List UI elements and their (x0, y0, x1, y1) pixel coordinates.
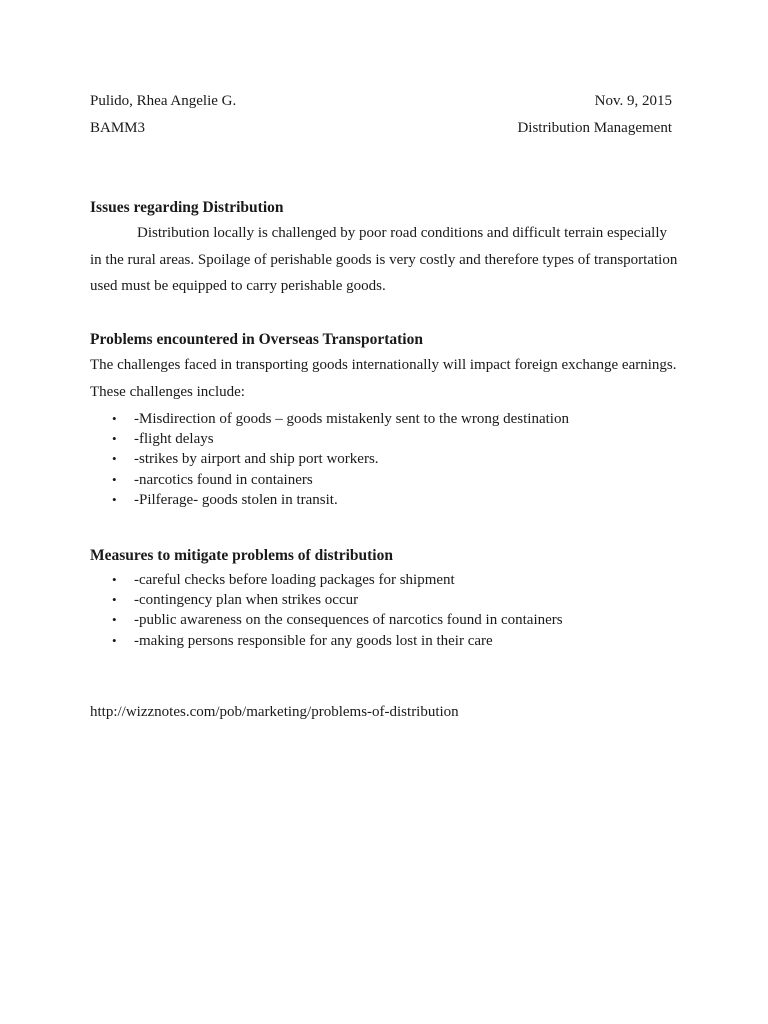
bullet-icon: • (112, 451, 117, 467)
section-heading: Problems encountered in Overseas Transportation (90, 331, 423, 348)
bullet-list (90, 409, 680, 510)
section-distribution-issues (90, 198, 680, 300)
list-item (90, 470, 680, 490)
source-url[interactable]: http://wizznotes.com/pob/marketing/problems-of-distribution (90, 704, 459, 720)
list-item-text: -narcotics found in containers (134, 471, 313, 488)
bullet-icon: • (112, 572, 117, 587)
list-item-text: -careful checks before loading packages for shipment (134, 572, 455, 588)
bullet-icon: • (112, 592, 117, 608)
bullet-list (90, 570, 680, 651)
section-paragraph: The challenges faced in transporting goods internationally will impact foreign exchange earnings. These challenges include: (90, 357, 677, 400)
header-row-1 (90, 91, 672, 111)
document-date: Nov. 9, 2015 (594, 93, 672, 109)
header-row-2 (90, 118, 672, 138)
section-mitigation-measures (90, 546, 680, 651)
course-code: BAMM3 (90, 120, 146, 136)
list-item-text: -making persons responsible for any goods lost in their care (134, 632, 493, 649)
list-item-text: -contingency plan when strikes occur (134, 592, 359, 609)
list-item (90, 429, 680, 449)
list-item-text: -Misdirection of goods – goods mistakenly sent to the wrong destination (134, 411, 569, 427)
list-item (90, 610, 680, 630)
list-item (90, 590, 680, 610)
section-overseas-problems (90, 330, 680, 510)
list-item (90, 490, 680, 510)
bullet-icon: • (112, 491, 117, 507)
list-item-text: -Pilferage- goods stolen in transit. (134, 491, 338, 508)
subject-title: Distribution Management (517, 120, 672, 136)
section-heading: Measures to mitigate problems of distribution (90, 547, 393, 564)
list-item-text: -strikes by airport and ship port workers. (134, 451, 379, 468)
bullet-icon: • (112, 471, 117, 487)
section-paragraph: Distribution locally is challenged by poor road conditions and difficult terrain especially in the rural areas. Spoilage of perishable goods is very costly and therefore types of transportation used must be equipped to carry perishable goods. (90, 225, 678, 294)
bullet-icon: • (112, 632, 117, 648)
bullet-icon: • (112, 411, 117, 426)
author-name: Pulido, Rhea Angelie G. (90, 93, 237, 109)
list-item (90, 570, 680, 590)
list-item (90, 409, 680, 429)
list-item (90, 449, 680, 469)
section-heading: Issues regarding Distribution (90, 199, 284, 216)
list-item-text: -public awareness on the consequences of narcotics found in containers (134, 612, 563, 629)
list-item-text: -flight delays (134, 431, 214, 448)
bullet-icon: • (112, 431, 117, 447)
bullet-icon: • (112, 612, 117, 628)
list-item (90, 631, 680, 651)
